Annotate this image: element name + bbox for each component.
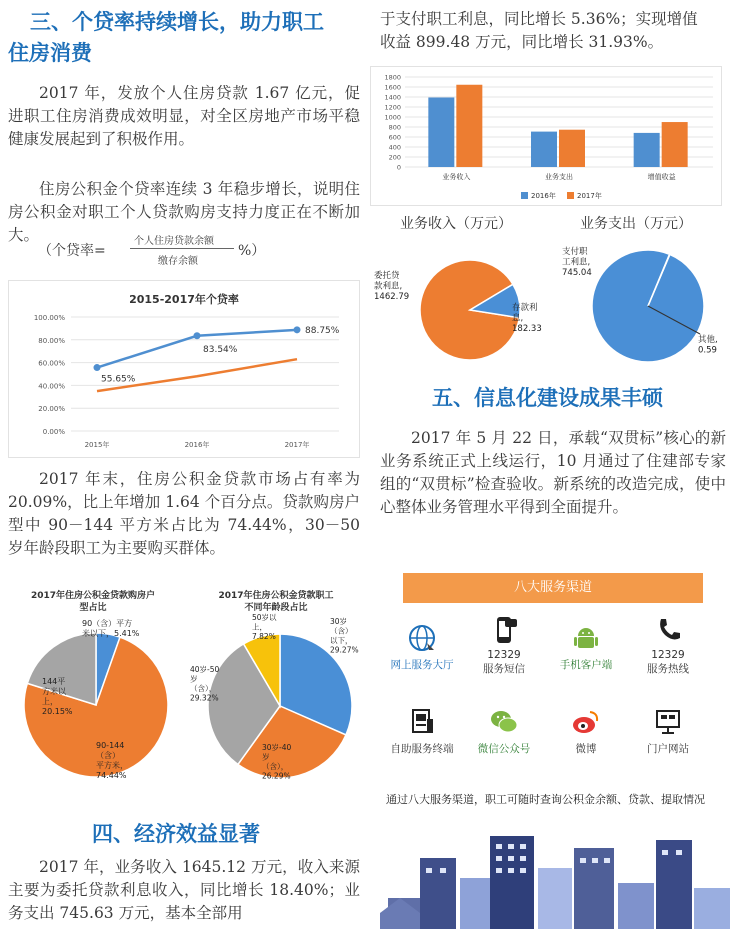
chart-title: 业务支出（万元）: [580, 216, 692, 232]
loan-ratio-line-chart: [8, 280, 360, 458]
slice-label: （含），: [190, 684, 217, 693]
slice-label: 上，: [42, 697, 58, 706]
income-pie-chart: [372, 210, 552, 370]
data-point: [94, 364, 101, 371]
android-icon: [571, 623, 601, 653]
formula-suffix: %）: [238, 243, 266, 259]
section5-paragraph: 2017 年 5 月 22 日，承载“双贯标”核心的新业务系统正式上线运行，10 月通过了住建部专家组的“双贯标”检查验收。新系统的改造完成，使中心整体业务管理水平得到全面提升。: [380, 429, 726, 516]
bar: [531, 132, 557, 167]
sms-phone-icon: [489, 615, 519, 645]
bar: [634, 133, 660, 167]
y-tick-label: 60.00%: [38, 359, 65, 368]
data-label: 83.54%: [203, 344, 238, 355]
service-channels-panel: [381, 565, 723, 820]
service-label: 门户网站: [647, 743, 689, 755]
chart-title: 2017年住房公积金贷款职工: [218, 591, 334, 601]
slice-label: 50岁以: [252, 613, 277, 622]
revenue-bar-svg: [371, 67, 721, 205]
section3-title-line2: 住房消费: [8, 41, 92, 65]
expense-pie-svg: [552, 210, 730, 370]
y-tick-label: 40.00%: [38, 382, 65, 391]
income-pie-svg: [372, 210, 552, 370]
y-tick-label: 80.00%: [38, 336, 65, 345]
slice-label: 30岁-40: [262, 743, 292, 752]
service-mobile-client[interactable]: [547, 623, 625, 672]
x-tick-label: 业务收入: [442, 173, 471, 181]
section3-title-line1: 三、个贷率持续增长，助力职工: [30, 10, 324, 34]
x-tick-label: 业务支出: [545, 173, 573, 181]
formula-prefix: （个贷率=: [38, 243, 106, 259]
slice-label: 岁: [190, 674, 198, 684]
data-label: 88.75%: [305, 325, 340, 336]
slice-label: 20.15%: [42, 707, 73, 716]
service-label: 12329 服务热线: [647, 649, 689, 675]
service-weibo[interactable]: [547, 707, 625, 756]
slice-label: 上，: [252, 622, 267, 632]
legend-label: 2017年: [577, 192, 602, 200]
y-tick-label: 0: [396, 163, 401, 172]
section4-title: 四、经济效益显著: [92, 822, 260, 846]
slice-label: 90-144: [96, 741, 125, 750]
slice-label: 存款利: [512, 303, 538, 313]
phone-icon: [653, 615, 683, 645]
y-tick-label: 800: [388, 123, 401, 132]
y-tick-label: 200: [388, 153, 401, 162]
y-tick-label: 1000: [384, 113, 401, 122]
slice-label: （含）: [330, 626, 353, 636]
right-top-line1: 于支付职工利息，同比增长 5.36%；实现增值: [380, 10, 698, 28]
portal-icon: [653, 707, 683, 737]
legend-swatch: [567, 192, 574, 199]
slice-label: 方米以: [42, 687, 66, 696]
slice-label: 7.82%: [252, 632, 276, 641]
y-tick-label: 1600: [384, 83, 401, 92]
chart-title: 业务收入（万元）: [400, 216, 512, 232]
service-label: 微信公众号: [477, 743, 531, 755]
y-tick-label: 400: [388, 143, 401, 152]
service-channels-note: 通过八大服务渠道，职工可随时查询公积金余额、贷款、提取情况: [386, 793, 705, 806]
bar: [428, 98, 454, 168]
paragraph-market-share: 2017 年末，住房公积金贷款市场占有率为 20.09%，比上年增加 1.64 个百分点。贷款购房户型中 90－144 平方米占比为 74.44%，30－50 岁年龄段职工为主要购买群体。: [8, 470, 360, 557]
service-self-terminal[interactable]: [383, 707, 461, 756]
age-group-pie-svg: [190, 580, 362, 790]
gdl-formula: [38, 232, 338, 268]
x-tick-label: 2015年: [84, 441, 110, 449]
slice-label: 工利息,: [562, 257, 591, 268]
chart-title: 2017年住房公积金贷款购房户: [30, 591, 156, 601]
city-skyline-illustration: [380, 828, 730, 929]
slice-label: 29.27%: [330, 645, 359, 655]
y-tick-label: 600: [388, 133, 401, 142]
globe-icon: [407, 623, 437, 653]
section4-paragraph: 2017 年，业务收入 1645.12 万元，收入来源主要为委托贷款利息收入，同比增长 18.40%；业务支出 745.63 万元，基本全部用: [8, 858, 360, 922]
slice-label: 30岁: [330, 617, 348, 626]
bar: [662, 122, 688, 167]
y-tick-label: 100.00%: [33, 314, 65, 322]
slice-label: 182.33: [512, 324, 542, 334]
slice-label: 平方米，: [96, 761, 128, 770]
slice-label: 以下，: [330, 636, 353, 645]
house-size-pie-svg: [4, 580, 182, 790]
slice-label: 款利息,: [374, 281, 403, 292]
data-point: [194, 332, 201, 339]
y-tick-label: 20.00%: [38, 405, 65, 414]
formula-numerator: 个人住房贷款余额: [134, 236, 214, 247]
slice-label: 74.44%: [96, 771, 127, 780]
service-portal[interactable]: [629, 707, 707, 756]
y-tick-label: 1400: [384, 93, 401, 102]
slice-label: 745.04: [562, 268, 592, 278]
loan-ratio-line-svg: [9, 281, 359, 457]
slice-label: 米以下，5.41%: [82, 629, 140, 638]
chart-title: 不同年龄段占比: [244, 603, 308, 613]
service-wechat[interactable]: [465, 707, 543, 756]
chart-title: 2015-2017年个贷率: [129, 293, 239, 306]
slice-label: 144平: [42, 677, 66, 686]
service-online-hall[interactable]: [383, 623, 461, 672]
service-sms[interactable]: [465, 615, 543, 676]
slice-label: 支付职: [562, 247, 588, 257]
service-channels-banner: 八大服务渠道: [403, 573, 703, 603]
chart-title: 型占比: [79, 603, 107, 613]
slice-label: 26.29%: [262, 771, 291, 781]
x-tick-label: 2017年: [284, 441, 310, 449]
slice-label: 1462.79: [374, 292, 410, 302]
terminal-icon: [407, 707, 437, 737]
x-tick-label: 增值收益: [647, 173, 676, 181]
service-label: 自助服务终端: [390, 743, 454, 755]
bar: [456, 85, 482, 167]
age-group-pie-chart: [190, 580, 362, 790]
y-tick-label: 0.00%: [42, 428, 65, 436]
formula-denominator: 缴存余额: [158, 256, 198, 267]
legend-swatch: [521, 192, 528, 199]
service-label: 微博: [575, 743, 597, 755]
right-top-line2: 收益 899.48 万元，同比增长 31.93%。: [380, 33, 664, 51]
section5-title: 五、信息化建设成果丰硕: [432, 386, 663, 410]
slice-label: （含）: [96, 751, 120, 760]
y-tick-label: 1200: [384, 103, 401, 112]
section3-paragraph1: 2017 年，发放个人住房贷款 1.67 亿元，促进职工住房消费成效明显，对全区房地产市场平稳健康发展起到了积极作用。: [8, 84, 360, 148]
y-tick-label: 1800: [384, 73, 401, 82]
revenue-bar-chart: [370, 66, 722, 206]
wechat-icon: [489, 707, 519, 737]
slice-label: 0.59: [698, 345, 717, 356]
service-label: 12329 服务短信: [483, 649, 525, 675]
service-label: 手机客户端: [559, 659, 613, 671]
formula-fraction-bar: [130, 248, 234, 249]
service-hotline[interactable]: [629, 615, 707, 676]
house-size-pie-chart: [4, 580, 182, 790]
bar: [559, 130, 585, 167]
slice-label: 29.32%: [190, 693, 219, 703]
section3-paragraph2: 住房公积金个贷率连续 3 年稳步增长，说明住房公积金对职工个人贷款购房支持力度正在不断加大。: [8, 180, 360, 244]
expense-pie-chart: [552, 210, 730, 370]
slice-label: 岁: [262, 752, 270, 762]
slice-label: 其他,: [698, 335, 718, 345]
legend-label: 2016年: [531, 192, 556, 200]
slice-label: （含），: [262, 762, 289, 771]
weibo-icon: [571, 707, 601, 737]
slice-label: 委托贷: [374, 271, 400, 281]
x-tick-label: 2016年: [184, 441, 210, 449]
data-label: 55.65%: [101, 374, 136, 385]
slice-label: 90（含）平方: [82, 619, 133, 628]
data-point: [294, 326, 301, 333]
slice-label: 40岁-50: [190, 665, 220, 674]
service-label: 网上服务大厅: [390, 659, 454, 671]
slice-label: 息,: [512, 313, 524, 324]
